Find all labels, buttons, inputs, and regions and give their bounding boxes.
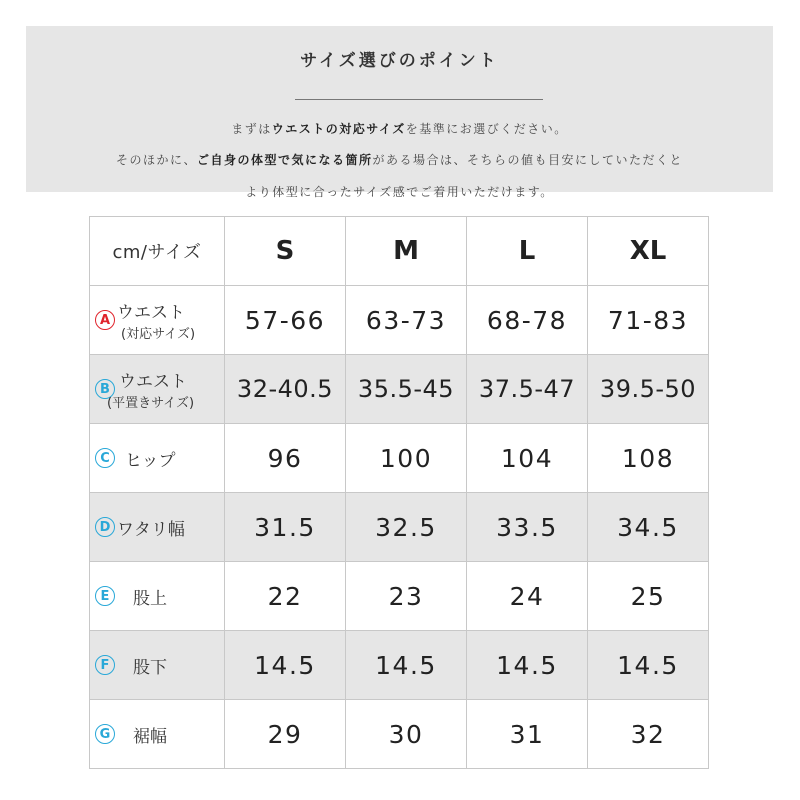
cell [346,562,467,631]
circle-a-icon: A [95,310,115,330]
waist-m: 63-73 [365,305,447,335]
hem-label: 裾幅 [133,726,167,747]
waist-l: 68-78 [486,305,568,335]
row-label-waist-flat [90,355,225,424]
size-header-m [346,217,467,286]
hip-xl: 108 [621,443,675,473]
size-l-label: L [518,236,536,266]
cell [346,355,467,424]
cell [588,562,709,631]
inseam-label: 股下 [133,657,167,678]
tips-line-1-bold: ウエストの対応サイズ [271,122,406,136]
thigh-s: 31.5 [254,512,316,542]
circle-b-icon: B [95,379,115,399]
size-m-label: M [393,236,419,266]
hip-m: 100 [379,443,433,473]
cell [346,424,467,493]
tips-line-2-bold: ご自身の体型で気になる箇所 [196,153,373,167]
cell [467,286,588,355]
cell [588,631,709,700]
corner-label: cm/サイズ [112,242,202,263]
inseam-xl: 14.5 [617,650,679,680]
rise-s: 22 [267,581,303,611]
thigh-m: 32.5 [375,512,437,542]
cell [467,700,588,769]
thigh-l: 33.5 [496,512,558,542]
waist-flat-s: 32-40.5 [236,375,334,403]
waist-s: 57-66 [244,305,326,335]
inseam-m: 14.5 [375,650,437,680]
tips-line-2-rest: がある場合は、そちらの値も目安にしていただくと [372,153,684,167]
cell [588,700,709,769]
size-header-l [467,217,588,286]
cell [225,631,346,700]
cell [467,355,588,424]
cell [588,424,709,493]
thigh-label: ワタリ幅 [117,519,185,540]
circle-c-icon: C [95,448,115,468]
cell [588,493,709,562]
waist-xl: 71-83 [607,305,689,335]
hip-s: 96 [267,443,303,473]
thigh-xl: 34.5 [617,512,679,542]
table-row [90,562,709,631]
rise-l: 24 [509,581,545,611]
hem-xl: 32 [630,719,666,749]
cell [467,424,588,493]
cell [225,355,346,424]
waist-label: ウエスト [117,303,185,323]
tips-line-1-post: を基準にお選びください。 [405,122,568,136]
tips-line-2 [26,151,773,168]
table-row [90,631,709,700]
cell [225,424,346,493]
rise-m: 23 [388,581,424,611]
table-row [90,493,709,562]
tips-title: サイズ選びのポイント [300,51,499,71]
circle-e-icon: E [95,586,115,606]
waist-flat-label: ウエスト [119,372,187,392]
tips-line-3: より体型に合ったサイズ感でご着用いただけます。 [245,185,554,199]
cell [588,286,709,355]
size-chart-table [89,216,709,769]
rise-label: 股上 [133,588,167,609]
cell [225,286,346,355]
row-label-rise [90,562,225,631]
row-label-inseam [90,631,225,700]
size-header-s [225,217,346,286]
hip-label: ヒップ [125,450,176,471]
tips-line-1-pre: まずは [231,122,272,136]
inseam-s: 14.5 [254,650,316,680]
hem-l: 31 [509,719,545,749]
circle-g-icon: G [95,724,115,744]
cell [467,493,588,562]
inseam-l: 14.5 [496,650,558,680]
cell [225,700,346,769]
table-row [90,700,709,769]
hem-s: 29 [267,719,303,749]
cell [225,493,346,562]
size-xl-label: XL [629,236,667,266]
row-label-hem [90,700,225,769]
circle-d-icon: D [95,517,115,537]
row-label-waist [90,286,225,355]
waist-sub-label: (対応サイズ) [121,327,196,342]
size-header-xl [588,217,709,286]
table-row [90,286,709,355]
tips-line-2-pre: そのほかに、 [115,153,197,167]
circle-f-icon: F [95,655,115,675]
table-row [90,355,709,424]
cell [346,493,467,562]
title-underline [295,99,543,100]
waist-flat-m: 35.5-45 [357,375,455,403]
table-header-row [90,217,709,286]
cell [467,562,588,631]
tips-line-1 [26,120,773,137]
cell [346,631,467,700]
row-label-hip [90,424,225,493]
cell [346,286,467,355]
size-tips-panel [26,26,773,199]
corner-cell [90,217,225,286]
hem-m: 30 [388,719,424,749]
size-s-label: S [275,236,295,266]
waist-flat-l: 37.5-47 [478,375,576,403]
cell [225,562,346,631]
cell [588,355,709,424]
waist-flat-xl: 39.5-50 [599,375,697,403]
row-label-thigh [90,493,225,562]
cell [346,700,467,769]
table-row [90,424,709,493]
cell [467,631,588,700]
rise-xl: 25 [630,581,666,611]
hip-l: 104 [500,443,554,473]
waist-flat-sub-label: (平置きサイズ) [107,396,195,411]
